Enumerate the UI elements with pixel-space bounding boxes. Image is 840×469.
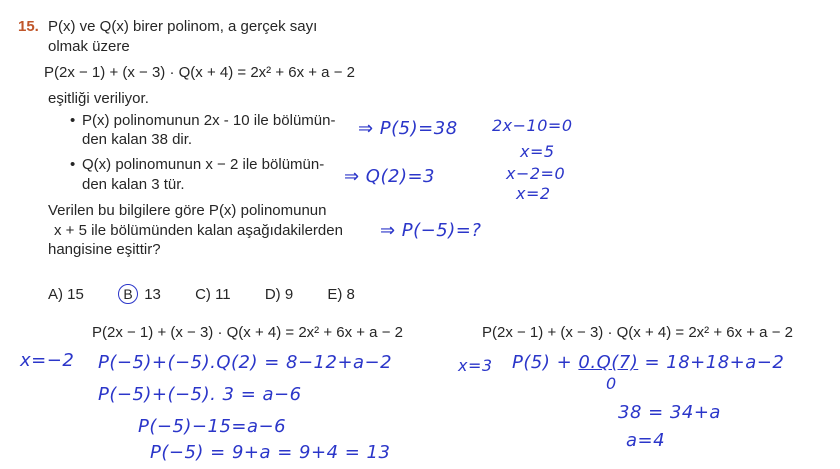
- choice-a-value: 15: [67, 286, 84, 303]
- hw-right-step-1-b: 0.Q(7): [578, 352, 639, 373]
- choice-c[interactable]: [195, 286, 235, 303]
- answer-choices: [48, 284, 385, 304]
- condition-1-line-2: den kalan 38 dir.: [82, 131, 193, 148]
- ask-line-1: Verilen bu bilgilere göre P(x) polinomunun: [48, 202, 327, 219]
- hw-x-equals-3: x=3: [458, 356, 493, 375]
- hw-right-step-1: [512, 352, 784, 373]
- ask-line-2: x + 5 ile bölümünden kalan aşağıdakilerden: [54, 222, 343, 239]
- hw-left-step-2: P(−5)+(−5). 3 = a−6: [98, 384, 302, 405]
- choice-b-value: 13: [144, 286, 161, 303]
- choice-a[interactable]: [48, 286, 88, 303]
- hw-p-minus-5-unknown: ⇒ P(−5)=?: [380, 220, 482, 241]
- bullet-dot-1: •: [70, 112, 76, 129]
- hw-right-step-1-c: = 18+18+a−2: [638, 352, 785, 373]
- question-line-3: eşitliği veriliyor.: [48, 90, 149, 107]
- choice-c-label: C): [195, 286, 211, 303]
- question-line-2: olmak üzere: [48, 38, 130, 55]
- choice-d[interactable]: [265, 286, 298, 303]
- hw-right-step-1-a: P(5) +: [512, 352, 579, 373]
- question-line-1: P(x) ve Q(x) birer polinom, a gerçek sayı: [48, 18, 318, 35]
- hw-left-step-1: P(−5)+(−5).Q(2) = 8−12+a−2: [98, 352, 393, 373]
- condition-2-line-1: Q(x) polinomunun x − 2 ile bölümün-: [82, 156, 325, 173]
- choice-d-label: D): [264, 286, 281, 303]
- hw-q2-equals-3: ⇒ Q(2)=3: [344, 166, 436, 187]
- hw-right-step-2: 38 = 34+a: [618, 402, 721, 423]
- given-equation: P(2x − 1) + (x − 3) · Q(x + 4) = 2x² + 6x + a − 2: [44, 64, 355, 81]
- bullet-dot-2: •: [70, 156, 76, 173]
- hw-root-1: x=5: [520, 142, 555, 161]
- question-number: 15.: [18, 18, 39, 35]
- choice-e-label: E): [327, 286, 343, 303]
- hw-right-zero: 0: [606, 374, 617, 393]
- ask-line-3: hangisine eşittir?: [48, 241, 161, 258]
- hw-root-eq-1: 2x−10=0: [492, 116, 573, 135]
- hw-root-eq-2: x−2=0: [506, 164, 566, 183]
- choice-e[interactable]: [327, 286, 355, 303]
- bottom-equation-right: P(2x − 1) + (x − 3) · Q(x + 4) = 2x² + 6x + a − 2: [482, 324, 793, 341]
- choice-a-label: A): [48, 286, 63, 303]
- choice-d-value: 9: [284, 286, 294, 303]
- hw-p5-equals-38: ⇒ P(5)=38: [358, 118, 458, 139]
- hw-root-2: x=2: [516, 184, 551, 203]
- condition-2-line-2: den kalan 3 tür.: [82, 176, 185, 193]
- hw-left-step-3: P(−5)−15=a−6: [138, 416, 287, 437]
- choice-b-circled-label: B: [118, 284, 138, 304]
- hw-right-step-3: a=4: [626, 430, 666, 451]
- choice-e-value: 8: [346, 286, 355, 303]
- choice-c-value: 11: [215, 286, 231, 303]
- choice-b[interactable]: [118, 286, 165, 303]
- hw-left-step-4: P(−5) = 9+a = 9+4 = 13: [150, 442, 391, 463]
- condition-1-line-1: P(x) polinomunun 2x - 10 ile bölümün-: [82, 112, 336, 129]
- hw-x-minus-2: x=−2: [20, 350, 75, 371]
- bottom-equation-left: P(2x − 1) + (x − 3) · Q(x + 4) = 2x² + 6x + a − 2: [92, 324, 403, 341]
